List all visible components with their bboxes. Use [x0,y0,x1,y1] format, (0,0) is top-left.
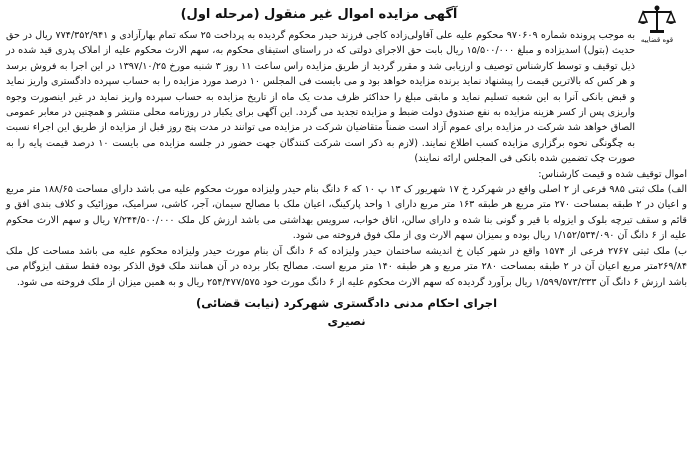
issuing-authority: اجرای احکام مدنی دادگستری شهرکرد (نیابت قضائی) [195,295,498,310]
signatory-name: نصیری [327,313,366,328]
emblem-caption: قوه قضاییه [640,36,674,44]
property-item-a: الف) ملک ثبتی ۹۸۵ فرعی از ۲ اصلی واقع در شهرکرد خ ۱۷ شهریور ک ۱۳ پ ۱۰ که ۶ دانگ بنام حیدر ولیزاده مورث محکوم علیه می باشد دارای مساحت ۱۸۸/۶۵ متر مربع و اعیان در ۲ طبقه بمساحت ۲۷۰ متر مربع هر طبقه ۱۶۳ متر مربع دارای ۱ واحد پارکینگ، اعیان ملک با مصالح سیمان، آجر، کاشی، سرامیک، موزائیک و کلاف بندی افق و قائم و سقف تیرچه بلوک و ایزوله با قیر و گونی بنا شده و دارای سالن، اتاق خواب، سرویس بهداشتی می باشد ارزش کل ملک ۷/۲۴۴/۵۰۰/۰۰۰ ریال و سهم الارث محکوم علیه از ۶ دانگ آن ۱/۱۵۲/۵۳۴/۰۹۰ ریال بوده و بمیزان سهم الارث وی از ملک فوق فروخته می شود. [6,184,687,242]
judiciary-emblem [631,4,683,56]
notice-title: آگهی مزایده اموال غیر منقول (مرحله اول) [180,7,458,22]
property-item-b: ب) ملک ثبتی ۲۷۶۷ فرعی از ۱۵۷۴ واقع در شهر کیان خ اندیشه ساختمان حیدر ولیزاده که ۶ دانگ آن بنام مورث حیدر ولیزاده محکوم علیه می باشد مساحت کل ملک ۲۶۹/۸۴متر مربع اعیان آن در ۲ طبقه بمساحت ۲۸۰ متر مربع و هر طبقه ۱۴۰ متر مربع است. مصالح بکار برده در آن همانند ملک فوق الذکر بوده فقط سقف ایزوگام می باشد ارزش ۶ دانگ آن ۱/۵۹۹/۵۷۳/۳۳۳ ریال برآورد گردیده که سهم الارث محکوم علیه از ۶ دانگ مورث خود ۲۵۴/۴۷۷/۵۷۵ ریال و به همین میزان از ملک فروخته می شود. [6,245,688,288]
scales-of-justice-icon [637,4,677,36]
notice-header [6,4,687,44]
notice-body [6,28,635,167]
notice-footer [6,294,687,330]
items-heading: اموال توقیف شده و قیمت کارشناس: [538,168,687,180]
intro-paragraph: به موجب پرونده شماره ۹۷۰۶۰۹ محکوم علیه علی آقاولی‌زاده کاجی فرزند حیدر محکوم گردیده به پرداخت ۲۵ سکه تمام بهارآزادی و ۷۷۴/۳۵۲/۹۴۱ ریال در حق حدیث (بتول) اسدیزاده و مبلغ ۱۵/۵۰۰/۰۰۰ ریال بابت حق الاجرای دولتی که در راستای استیفای محکوم به، سهم الارث محکوم علیه از املاک پدری قید شده در ذیل توقیف و توسط کارشناس توصیف و ارزیابی شد و مقرر گردید از طریق مزایده راس ساعت ۱۱ روز ۳ شنبه مورخ ۱۳۹۷/۱۰/۲۵ در این اجرا به فروش برسد و هر کس که بالاترین قیمت را پیشنهاد نماید برنده مزایده خواهد بود و می بایست فی المجلس ۱۰ درصد مورد مزایده را به حساب سپرده دادگستری واریز نماید و قبض بانکی آنرا به این شعبه تسلیم نماید و مابقی مبلغ را حداکثر ظرف مدت یک ماه از تاریخ مزایده به حساب سپرده واریز نماید در غیر اینصورت وجوه واریزی پس از کسر هزینه مزایده به نفع صندوق دولت ضبط و مزایده تجدید می گردد. این آگهی برای یکبار در روزنامه محلی منتشر و همچنین در معابر عمومی الصاق خواهد شد شرکت در مزایده برای عموم آزاد است ضمناً متقاضیان شرکت در مزایده می توانند در مدت پنج روز قبل از مزایده از طریق این اجراء نسبت به چگونگی نحوه برگزاری مزایده کسب اطلاع نمایند. (لازم به ذکر است شرکت کنندگان جهت حضور در جلسه مزایده می بایست ۱۰ درصد قیمت پایه را به صورت چک تضمین شده بانکی فی المجلس ارائه نمایند) [6,30,635,165]
